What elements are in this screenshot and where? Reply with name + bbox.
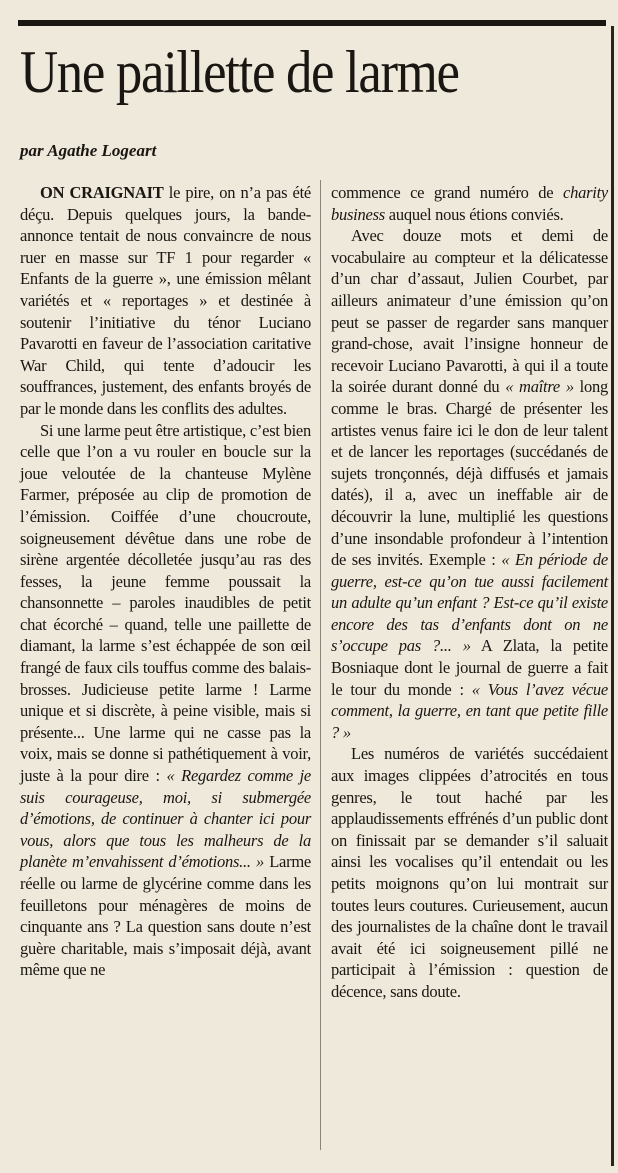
left-column <box>20 182 311 981</box>
maitre-quote: « maître » <box>505 377 574 397</box>
paragraph-3-text-c: A Zlata, la petite Bosniaque dont le journal de guerre a fait le tour du monde : <box>331 636 609 699</box>
paragraph-4-text: Les numéros de variétés succédaient aux images clippées d’atrocités en tous genres, le tout haché par les applaudissements effrénés d’un public dont on finissait par se demander s’il saluait ainsi les vocalises qu’il entendait ou les petits moignons qu’on lui montrait sur toutes leurs coutures. Curieusement, aucun des journalistes de la chaîne dont le travail avait été ici soigneusement pillé ne participait à l’émission : question de décence, sans doute. <box>331 744 608 1001</box>
zlata-quote: « Vous l’avez vécue comment, la guerre, en tant que petite fille ? » <box>331 679 608 742</box>
lead-in: ON CRAIGNAIT <box>40 183 164 202</box>
continued-text: commence ce grand numéro de <box>331 183 563 202</box>
article-title: Une paillette de larme <box>20 39 459 105</box>
paragraph-2-after: Larme réelle ou larme de glycérine comme dans les feuilletons pour ménagères de moins de cinquante ans ? La question sans doute n’est guère charitable, mais s’imposait déjà, avant même que ne <box>20 852 311 980</box>
paragraph-3-text-b: long comme le bras. Chargé de présenter les artistes venus faire ici le don de leur talent et de lancer les reportages (succédanés de sujets tronçonnés, déjà diffusés et jamais datés), il a, avec un ineffable air de découvrir la lune, multiplié les questions d’une insondable profondeur à l’intention de ses invités. Exemple : <box>331 377 609 570</box>
paragraph-3-text: Avec douze mots et demi de vocabulaire au compteur et la délicatesse d’un char d’assaut, Julien Courbet, par ailleurs animateur d’une émission qu’on peut se passer de regarder sans manquer grand-chose, avait l’insigne honneur de recevoir Luciano Pavarotti, à qui il a toute la soirée durant donné du <box>331 226 608 397</box>
column-divider <box>320 180 321 1150</box>
paragraph-2-quote: « Regardez comme je suis courageuse, moi, si submergée d’émotions, de continuer à chanter ici pour vous, alors que tous les malheurs de la planète m’envahissent d’émotions... » <box>20 766 311 872</box>
article-byline: par Agathe Logeart <box>20 141 157 160</box>
paragraph-3 <box>331 225 608 743</box>
right-column <box>331 182 608 1003</box>
example-quote: « En période de guerre, est-ce qu’on tue aussi facilement un adulte qu’un enfant ? Est-ce qu’il existe encore des tas d’enfants dont on ne s’occupe pas ?... » <box>331 550 608 656</box>
paragraph-4 <box>331 743 608 1002</box>
paragraph-continued <box>331 182 608 225</box>
continued-emphasis: charity business <box>331 183 608 224</box>
paragraph-1 <box>20 182 311 420</box>
top-rule <box>18 20 606 26</box>
paragraph-1-text: le pire, on n’a pas été déçu. Depuis quelques jours, la bande-annonce tentait de nous convaincre de nous ruer en masse sur TF 1 pour regarder « Enfants de la guerre », une émission mêlant variétés et « reportages » et destinée à soutenir l’initiative du ténor Luciano Pavarotti en faveur de l’association caritative War Child, qui tente d’adoucir les souffrances, justement, des enfants broyés de par le monde dans les conflits des adultes. <box>20 183 311 418</box>
paragraph-2-text: Si une larme peut être artistique, c’est bien celle que l’on a vu rouler en boucle sur la joue veloutée de la chanteuse Mylène Farmer, préposée au clip de promotion de l’émission. Coiffée d’une choucroute, soigneusement dévêtue dans une robe de sirène argentée décolletée jusqu’au ras des fesses, la jeune femme poussait la chansonnette – paroles inaudibles de petit chat écorché – quand, telle une paillette de diamant, la larme s’est échappée de son œil frangé de faux cils touffus comme des balais-brosses. Judicieuse petite larme ! Larme unique et si discrète, à peine visible, mais si présente... Une larme qui ne casse pas la voix, mais se donne si pathétiquement à voir, juste à la pour dire : <box>20 420 311 786</box>
page-edge <box>611 26 614 1166</box>
paragraph-2 <box>20 420 311 981</box>
continued-text-end: auquel nous étions conviés. <box>384 204 564 224</box>
